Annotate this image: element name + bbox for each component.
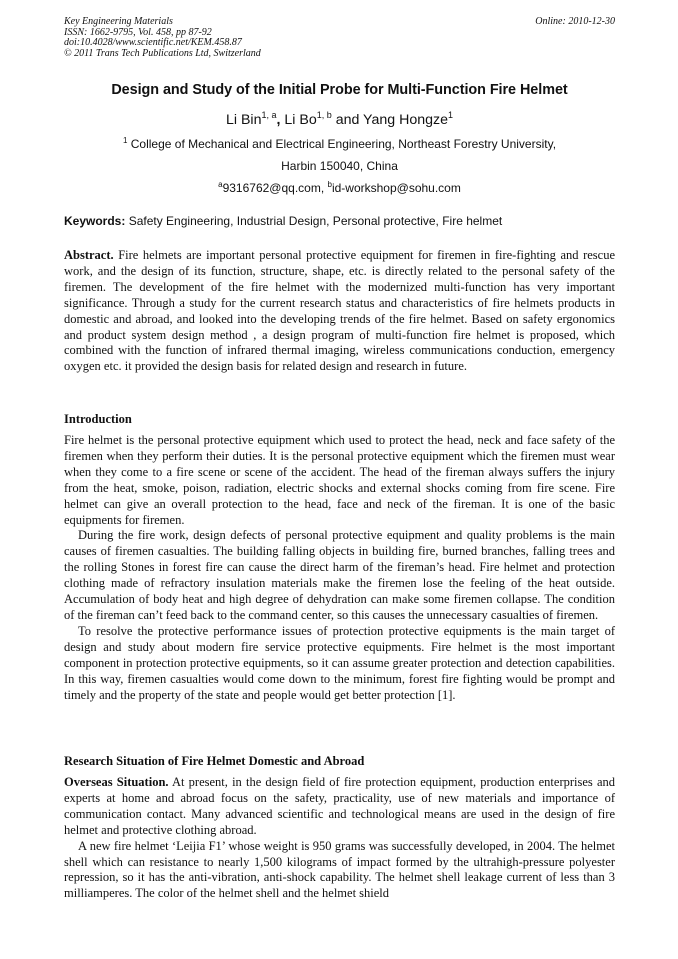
author-1: Li Bin [225,112,262,128]
research-body [64,775,615,902]
email-a-sup: a [218,180,223,189]
abstract-block [64,248,615,375]
author-line [64,112,615,128]
abstract-paragraph [64,248,615,375]
email-b: id-workshop@sohu.com [331,181,461,195]
overseas-label: Overseas Situation. [64,775,169,789]
keywords-label: Keywords: [64,214,126,228]
overseas-paragraph [64,775,615,839]
email-b-sup: b [327,180,332,189]
author-2: Li Bo [280,112,317,128]
author-separator: , [276,112,281,128]
author-1-sup: 1, a [261,110,277,120]
research-heading: Research Situation of Fire Helmet Domestic and Abroad [64,754,365,768]
copyright-line: © 2011 Trans Tech Publications Ltd, Switzerland [64,47,261,59]
email-line [64,181,615,195]
intro-paragraph-3: To resolve the protective performance issues of protection protective equipments is the main target of design and study about modern fire service protective equipments. Fire helmet is the most important component in protection protective equipments, so it can assume greater protection and detection capabilities. In this way, firemen casualties would come down to the minimum, forest fire fighting would be prompt and timely and the property of the state and people would get better protection [1]. [64,623,615,702]
affiliation-text-1: College of Mechanical and Electrical Engineering, Northeast Forestry University, [127,137,557,151]
introduction-heading: Introduction [64,412,132,426]
journal-header [64,17,615,59]
abstract-text: Fire helmets are important personal protective equipment for firemen in fire-fighting and rescue work, and the design of its function, structure, shape, etc. is directly related to the personal safety of the firemen. The development of the fire helmet with the modernized multi-function has very important significance. Through a study for the current research status and characteristics of fire helmets products in domestic and abroad, and looked into the developing trends of the fire helmet. Based on safety ergonomics and product system design method , a design program of multi-function fire helmet is proposed, which combined with the function of infrared thermal imaging, wireless communications conduction, emergency oxygen etc. it provided the design basis for related design and research in future. [64,248,615,374]
keywords [64,214,615,228]
author-3: and Yang Hongze [331,112,448,128]
affiliation-line-1 [64,137,615,151]
intro-paragraph-1: Fire helmet is the personal protective equipment which used to protect the head, neck and face safety of the firemen when they perform their duties. It is the personal protective equipment which the firemen must wear when they come to a fire scene or scene of the accident. The head of the fireman always suffers the injury from the heat, smoke, poison, radiation, electric shocks and external shocks coming from fire scene. Fire helmet can give an overall protection to the head, face and neck of the fireman. It is one of the basic equipments for firemen. [64,433,615,527]
overseas-text: At present, in the design field of fire protection equipment, production enterprises and experts at home and abroad focus on the safety, practicality, use of new materials and importance of communication contact. Many advanced scientific and technological means are used in the design of fire helmet and protective clothing abroad. [64,775,615,837]
affiliation-sup: 1 [122,136,128,145]
keywords-text: Safety Engineering, Industrial Design, Personal protective, Fire helmet [125,214,503,228]
doi-line: doi:10.4028/www.scientific.net/KEM.458.87 [64,37,242,48]
issn-line: ISSN: 1662-9795, Vol. 458, pp 87-92 [64,26,212,38]
abstract-label: Abstract. [64,248,114,262]
paper-title: Design and Study of the Initial Probe for Multi-Function Fire Helmet [111,82,568,98]
online-date: Online: 2010-12-30 [535,16,615,27]
email-a: 9316762@qq.com, [222,181,328,195]
intro-paragraph-2: During the fire work, design defects of personal protective equipment and quality problems is the main causes of firemen casualties. The building falling objects in building fire, burned branches, falling trees and the rolling Stones in forest fire can cause the direct harm of the fireman’s head. Fire helmet and protection clothing made of refractory insulation materials make the firemen lose the feeling of the heat outside. Accumulation of body heat and high degree of dehydration can make some firemen collapse. The condition of the fireman can’t feed back to the command center, so this causes the unnecessary casualties of firemen. [64,528,615,622]
author-2-sup: 1, b [316,110,332,120]
author-3-sup: 1 [447,110,453,120]
introduction-body [64,433,615,703]
research-paragraph-2: A new fire helmet ‘Leijia F1’ whose weight is 950 grams was successfully developed, in 2004. The helmet shell which can resistance to nearly 1,500 kilograms of impact formed by the ultrahigh-pressure polyester repression, so it has the anti-vibration, anti-shock capability. The helmet shell leakage current of less than 3 milliamperes. The color of the helmet shell and the helmet shield [64,838,615,901]
journal-name: Key Engineering Materials [64,16,173,27]
affiliation-line-2: Harbin 150040, China [281,159,398,173]
